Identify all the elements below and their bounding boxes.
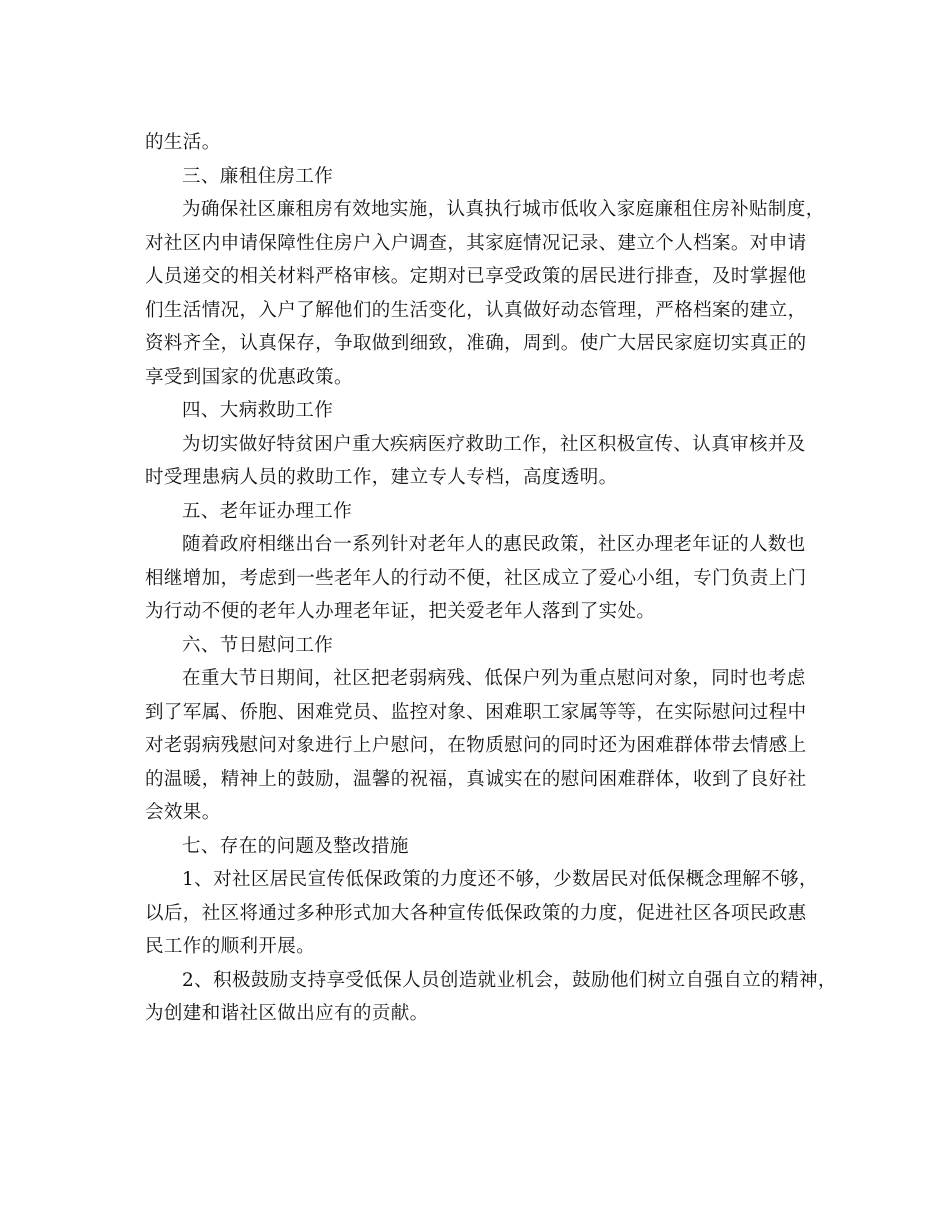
text-line: 为创建和谐社区做出应有的贡献。	[145, 1003, 429, 1024]
text-line: 人员递交的相关材料严格审核。定期对已享受政策的居民进行排查，及时掌握他	[145, 266, 807, 287]
text-line: 资料齐全，认真保存，争取做到细致，准确，周到。使广大居民家庭切实真正的	[145, 333, 807, 354]
text-line: 随着政府相继出台一系列针对老年人的惠民政策，社区办理老年证的人数也	[182, 534, 806, 555]
text-line: 时受理患病人员的救助工作，建立专人专档，高度透明。	[145, 467, 618, 488]
text-line: 对老弱病残慰问对象进行上户慰问，在物质慰问的同时还为困难群体带去情感上	[145, 735, 807, 756]
section-heading-5: 五、老年证办理工作	[182, 500, 353, 522]
document-body	[145, 126, 837, 1031]
text-line: 在重大节日期间，社区把老弱病残、低保户列为重点慰问对象，同时也考虑	[182, 668, 806, 689]
section-heading-4: 四、大病救助工作	[182, 400, 334, 421]
text-line: 对社区内申请保障性住房户入户调查，其家庭情况记录、建立个人档案。对申请	[145, 232, 807, 254]
text-line: 2、积极鼓励支持享受低保人员创造就业机会，鼓励他们树立自强自立的精神，	[182, 969, 837, 991]
section-heading-7: 七、存在的问题及整改措施	[182, 835, 409, 857]
text-line: 相继增加，考虑到一些老年人的行动不便，社区成立了爱心小组，专门负责上门	[145, 567, 807, 589]
text-line: 1、对社区居民宣传低保政策的力度还不够，少数居民对低保概念理解不够，	[182, 869, 818, 890]
text-line: 为确保社区廉租房有效地实施，认真执行城市低收入家庭廉租住房补贴制度，	[182, 199, 825, 220]
text-line: 为切实做好特贫困户重大疾病医疗救助工作，社区积极宣传、认真审核并及	[182, 433, 806, 455]
section-heading-3: 三、廉租住房工作	[182, 165, 334, 187]
text-line: 的生活。	[145, 132, 221, 153]
text-line: 享受到国家的优惠政策。	[145, 366, 353, 388]
text-line: 到了军属、侨胞、困难党员、监控对象、困难职工家属等等，在实际慰问过程中	[145, 701, 807, 723]
text-line: 们生活情况，入户了解他们的生活变化，认真做好动态管理，严格档案的建立，	[145, 299, 807, 321]
text-line: 以后，社区将通过多种形式加大各种宣传低保政策的力度，促进社区各项民政惠	[145, 902, 807, 924]
text-line: 民工作的顺利开展。	[145, 936, 316, 957]
text-line: 会效果。	[145, 802, 221, 823]
text-line: 的温暖，精神上的鼓励，温馨的祝福，真诚实在的慰问困难群体，收到了良好社	[145, 768, 807, 790]
text-line: 为行动不便的老年人办理老年证，把关爱老年人落到了实处。	[145, 601, 656, 622]
section-heading-6: 六、节日慰问工作	[182, 634, 334, 656]
